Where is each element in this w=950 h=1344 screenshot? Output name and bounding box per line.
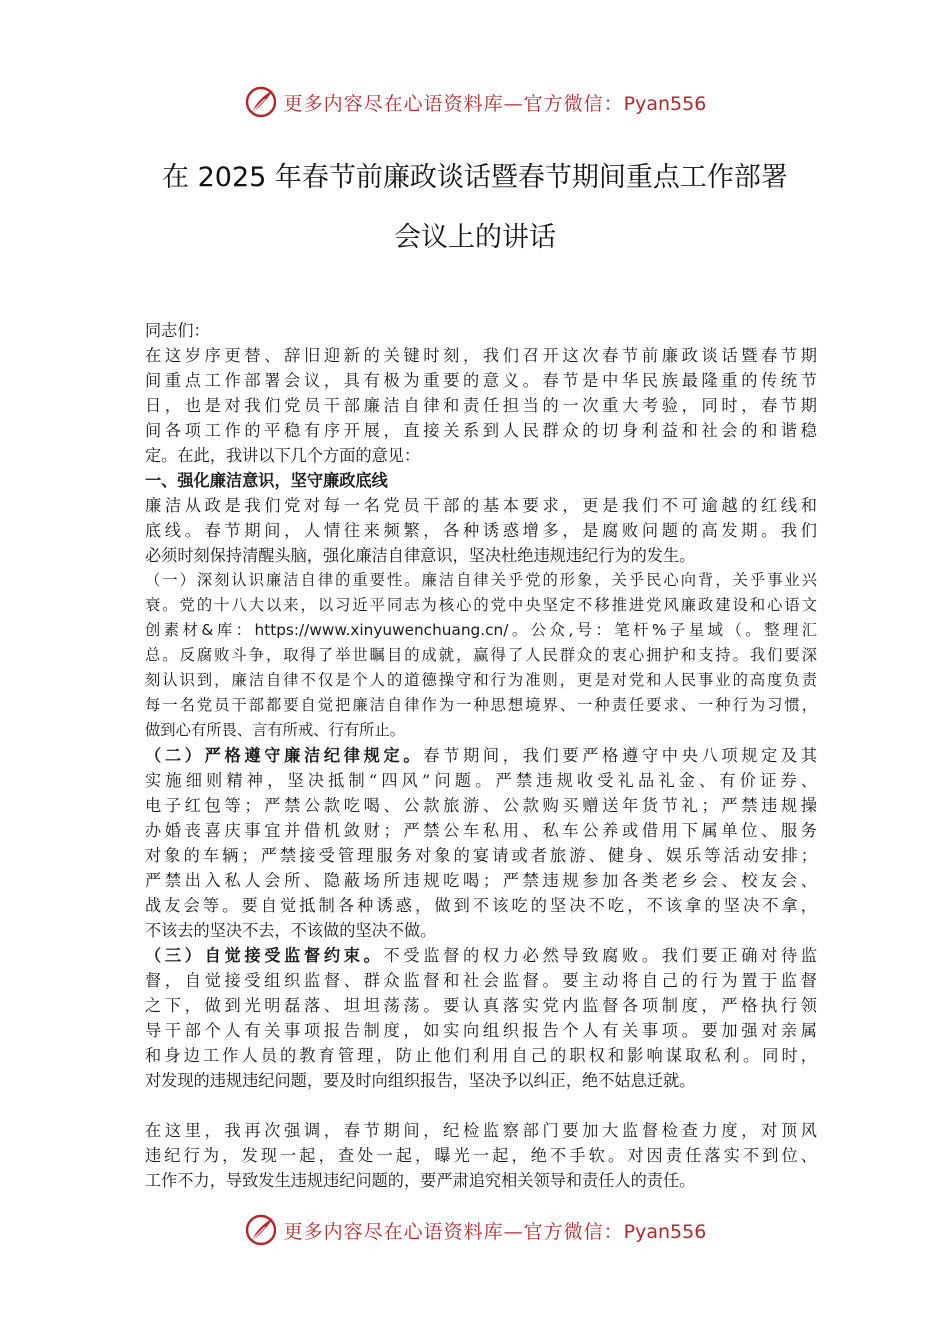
intro-line: 在这岁序更替、辞旧迎新的关键时刻，我们召开这次春节前廉政谈话暨春节期 — [145, 346, 817, 365]
sec3-line: 和身边工作人员的教育管理，防止他们利用自己的职权和影响谋取私利。同时， — [145, 1046, 817, 1065]
closing-line: 在这里，我再次强调，春节期间，纪检监察部门要加大监督检查力度，对顶风 — [145, 1121, 817, 1140]
sec2-first-line — [145, 743, 817, 768]
sec2-line: 电子红包等；严禁公款吃喝、公款旅游、公款购买赠送年货节礼；严禁违规操 — [145, 796, 817, 815]
sec2-line: 实施细则精神，坚决抵制“四风”问题。严禁违规收受礼品礼金、有价证券、 — [145, 771, 817, 790]
banner-contact: Pyan556 — [623, 1220, 707, 1243]
document-body — [145, 318, 817, 1193]
intro-line: 日，也是对我们党员干部廉洁自律和责任担当的一次重大考验，同时，春节期 — [145, 396, 817, 415]
sec1-line: 做到心有所畏、言有所戒、行有所止。 — [145, 721, 406, 739]
paragraph-gap — [145, 1093, 817, 1118]
banner-label: 更多内容尽在心语资料库—官方微信： — [283, 92, 624, 115]
sec3-heading: （三）自觉接受监督约束。 — [145, 946, 384, 965]
sec2-line: 办婚丧喜庆事宜并借机敛财；严禁公车私用、私车公养或借用下属单位、服务 — [145, 821, 817, 840]
section-heading-1: 一、强化廉洁意识，坚守廉政底线 — [145, 471, 388, 490]
sec2-line: 不该去的坚决不去，不该做的坚决不做。 — [145, 921, 437, 940]
sec1-line: 总。反腐败斗争，取得了举世瞩目的成就，赢得了人民群众的衷心拥护和支持。我们要深 — [145, 646, 817, 664]
sec1-line: 衰。党的十八大以来，以习近平同志为核心的党中央坚定不移推进党风廉政建设和心语文 — [145, 596, 817, 614]
feather-pen-logo-icon — [244, 85, 278, 119]
footer-watermark-banner — [0, 1210, 950, 1250]
sec2-heading: （二）严格遵守廉洁纪律规定。 — [145, 746, 424, 765]
sec3-line: 导干部个人有关事项报告制度，如实向组织报告个人有关事项。要加强对亲属 — [145, 1021, 817, 1040]
greeting: 同志们： — [145, 321, 210, 340]
intro-line: 间各项工作的平稳有序开展，直接关系到人民群众的切身利益和社会的和谐稳 — [145, 421, 817, 440]
banner-text — [284, 1217, 707, 1244]
intro-line: 间重点工作部署会议，具有极为重要的意义。春节是中华民族最隆重的传统节 — [145, 371, 817, 390]
closing-line: 工作不力，导致发生违规违纪问题的，要严肃追究相关领导和责任人的责任。 — [145, 1171, 696, 1190]
para1-line: 底线。春节期间，人情往来频繁，各种诱惑增多，是腐败问题的高发期。我们 — [145, 521, 817, 540]
sec1-line: 刻认识到，廉洁自律不仅是个人的道德操守和行为准则，更是对党和人民事业的高度负责 — [145, 671, 817, 689]
banner-label: 更多内容尽在心语资料库—官方微信： — [283, 1220, 624, 1243]
sec3-line: 对发现的违规违纪问题，要及时向组织报告，坚决予以纠正，绝不姑息迁就。 — [145, 1071, 696, 1090]
sec1-line: 创素材&库：https://www.xinyuwenchuang.cn/。公众,号：笔杆%子星域（。整理汇 — [145, 621, 817, 639]
sec1-line: （一）深刻认识廉洁自律的重要性。廉洁自律关乎党的形象，关乎民心向背，关乎事业兴 — [145, 571, 817, 589]
feather-pen-logo-icon — [244, 1213, 278, 1247]
banner-text — [284, 89, 707, 116]
sec2-line: 对象的车辆；严禁接受管理服务对象的宴请或者旅游、健身、娱乐等活动安排； — [145, 846, 817, 865]
title-line-2: 会议上的讲话 — [394, 222, 556, 253]
banner-contact: Pyan556 — [623, 92, 707, 115]
sec2-first-text: 春节期间，我们要严格遵守中央八项规定及其 — [423, 746, 817, 765]
intro-line: 定。在此，我讲以下几个方面的意见： — [145, 446, 421, 465]
sec1-line: 每一名党员干部都要自觉把廉洁自律作为一种思想境界、一种责任要求、一种行为习惯， — [145, 696, 817, 714]
title-line-1: 在 2025 年春节前廉政谈话暨春节期间重点工作部署 — [162, 162, 788, 193]
para1-line: 廉洁从政是我们党对每一名党员干部的基本要求，更是我们不可逾越的红线和 — [145, 496, 817, 515]
closing-line: 违纪行为，发现一起，查处一起，曝光一起，绝不手软。对因责任落实不到位、 — [145, 1146, 817, 1165]
para1-line: 必须时刻保持清醒头脑，强化廉洁自律意识，坚决杜绝违规违纪行为的发生。 — [145, 546, 696, 565]
sec2-line: 严禁出入私人会所、隐蔽场所违规吃喝；严禁违规参加各类老乡会、校友会、 — [145, 871, 817, 890]
sec3-first-line — [145, 943, 817, 968]
document-title — [100, 148, 850, 268]
header-watermark-banner — [0, 82, 950, 122]
sec3-line: 之下，做到光明磊落、坦坦荡荡。要认真落实党内监督各项制度，严格执行领 — [145, 996, 817, 1015]
sec3-line: 督，自觉接受组织监督、群众监督和社会监督。要主动将自己的行为置于监督 — [145, 971, 817, 990]
sec2-line: 战友会等。要自觉抵制各种诱惑，做到不该吃的坚决不吃，不该拿的坚决不拿， — [145, 896, 817, 915]
sec3-first-text: 不受监督的权力必然导致腐败。我们要正确对待监 — [383, 946, 817, 965]
